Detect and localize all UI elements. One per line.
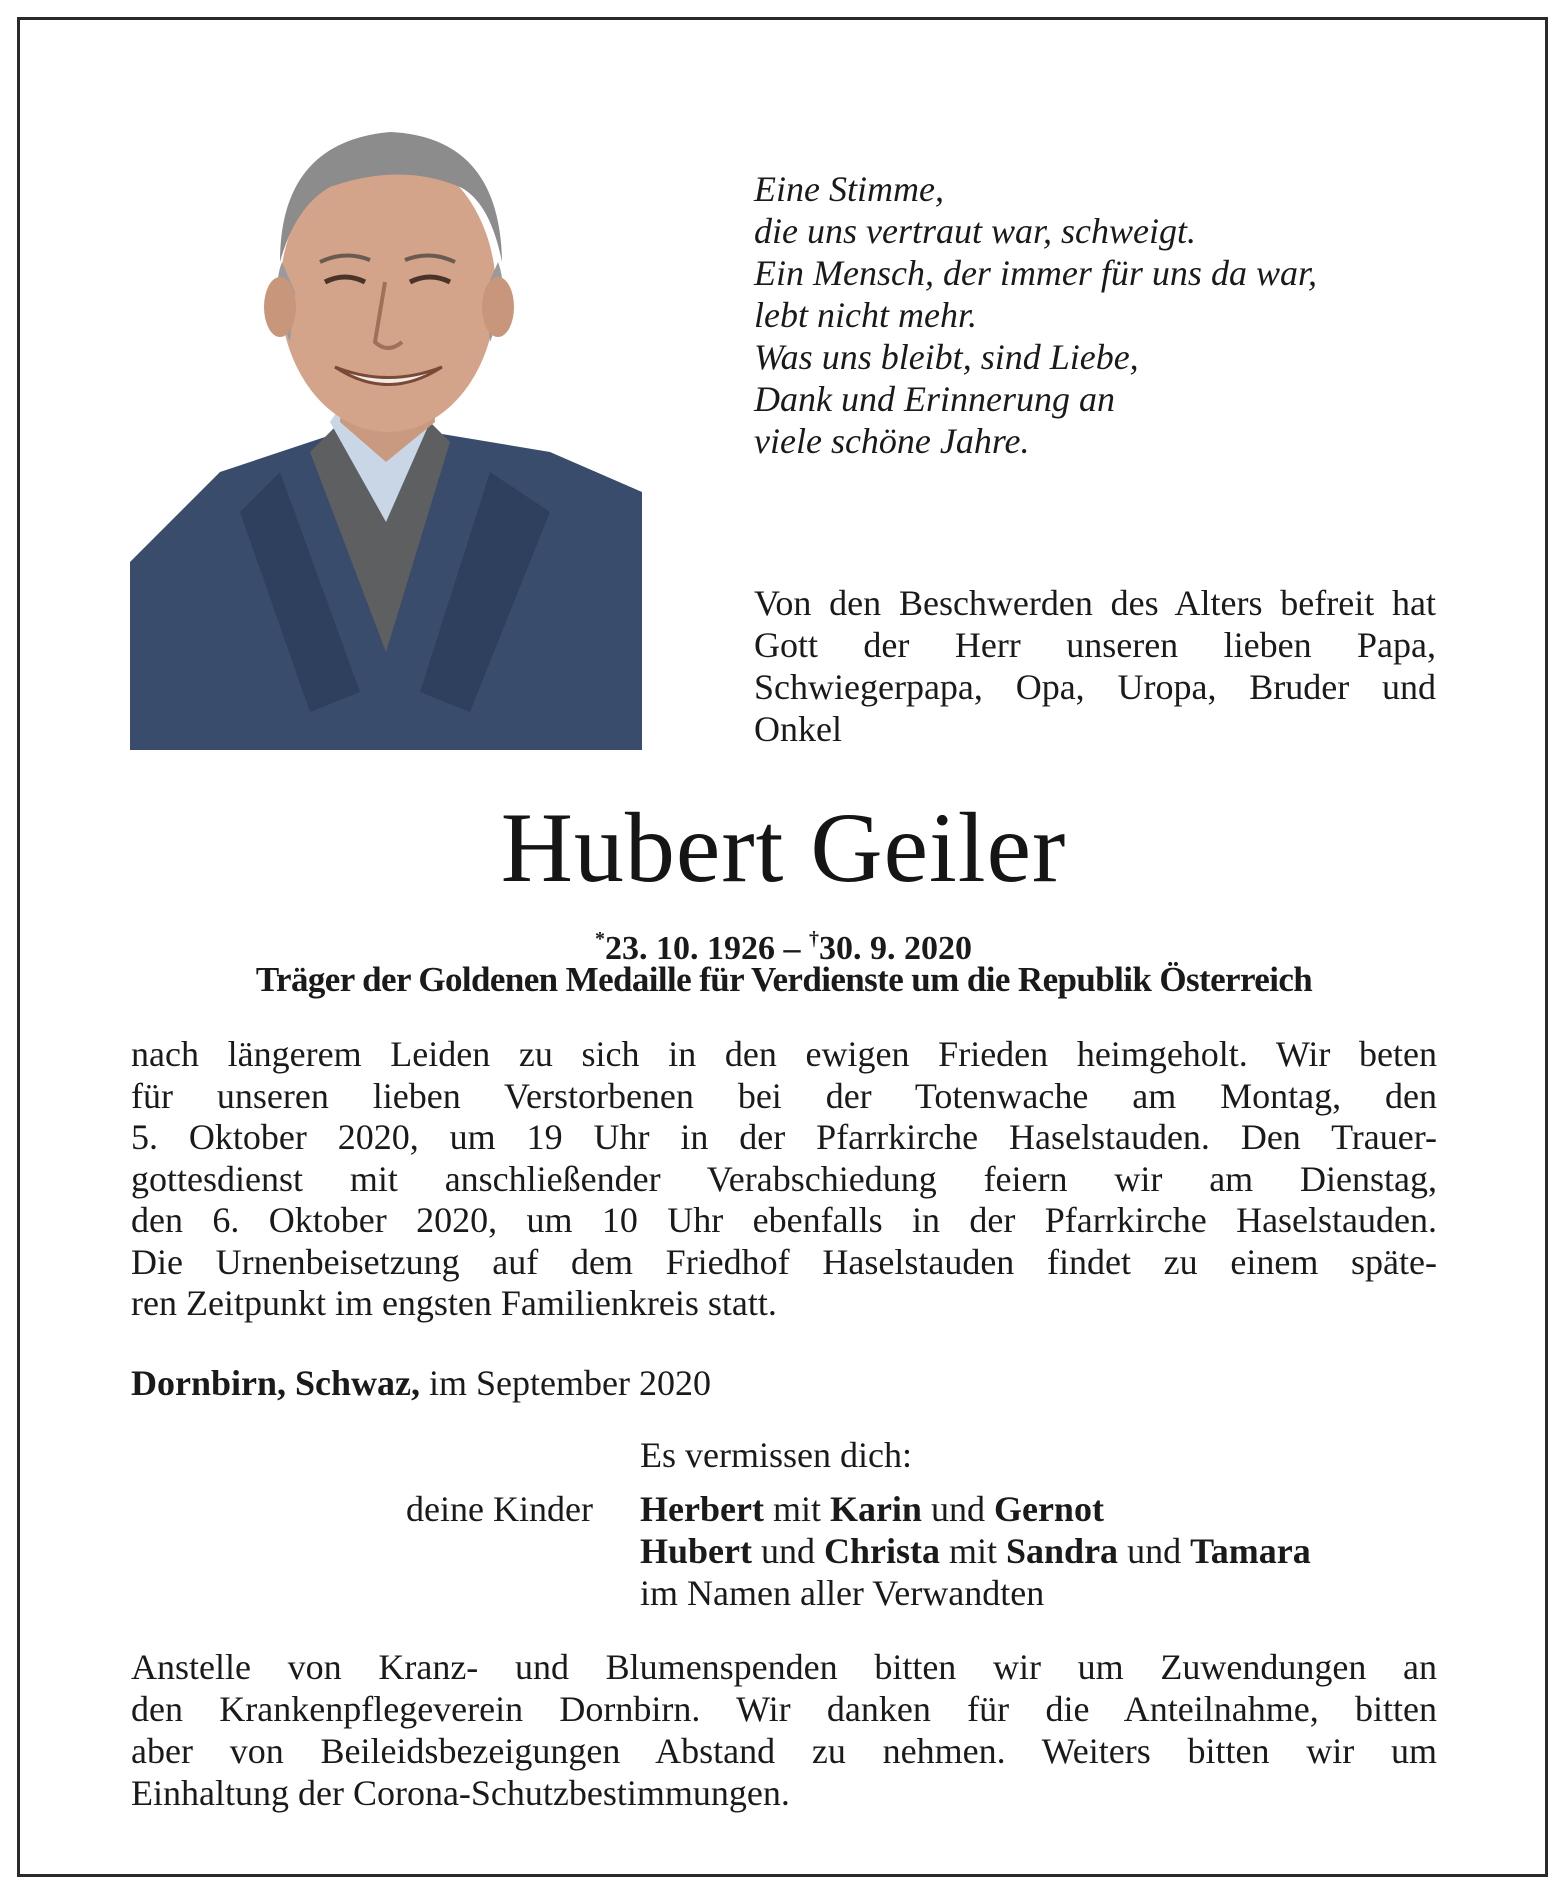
award-line: Träger der Goldenen Medaille für Verdienste um die Republik Österreich [255,960,1313,999]
intro-text: Von den Beschwerden des Alters befreit hat Gott der Herr unseren lieben Papa, Schwiegerpapa, Opa, Uropa, Bruder und Onkel [754,583,1436,749]
place-month: im September 2020 [420,1363,711,1403]
place-date [131,1362,1031,1404]
mourners-prefix: deine Kinder [406,1489,593,1529]
mourners-line-1 [640,1488,1104,1530]
body-line: Die Urnenbeisetzung auf dem Friedhof Haselstauden findet zu einem späte- [131,1241,1437,1282]
poem-line: Dank und Erinnerung an [754,379,1115,419]
poem-line: viele schöne Jahre. [754,421,1030,461]
mourners-line-2 [640,1530,1311,1572]
poem-line: lebt nicht mehr. [754,295,977,335]
mourner-name: Christa [824,1531,940,1571]
closing-text [131,1646,1437,1814]
poem-line: Ein Mensch, der immer für uns da war, [754,253,1317,293]
death-date: 30. 9. 2020 [819,930,972,967]
closing-line: Anstelle von Kranz- und Blumenspenden bitten wir um Zuwendungen an [131,1647,1437,1687]
body-line: nach längerem Leiden zu sich in den ewigen Frieden heimgeholt. Wir beten [131,1034,1437,1074]
connector: und [921,1489,994,1529]
body-line: 5. Oktober 2020, um 19 Uhr in der Pfarrkirche Haselstauden. Den Trauer- [131,1117,1437,1157]
mourners-line-3: im Namen aller Verwandten [640,1573,1045,1613]
poem-line: Eine Stimme, [754,169,944,209]
date-dash: – [775,930,809,967]
birth-symbol: * [595,928,605,950]
death-symbol: † [809,928,819,950]
connector: und [1118,1531,1191,1571]
closing-line: Einhaltung der Corona-Schutzbestimmungen. [131,1773,790,1813]
mourner-name: Hubert [640,1531,752,1571]
deceased-name: Hubert Geiler [500,792,1067,903]
mourner-name: Sandra [1006,1531,1119,1571]
place-names: Dornbirn, Schwaz, [131,1363,421,1403]
poem-line: Was uns bleibt, sind Liebe, [754,337,1139,377]
poem-line: die uns vertraut war, schweigt. [754,211,1196,251]
mourners-heading: Es vermissen dich: [640,1435,912,1475]
mourner-name: Karin [829,1489,922,1529]
birth-date: 23. 10. 1926 [605,930,775,967]
mourner-name: Tamara [1190,1531,1311,1571]
connector: mit [763,1489,830,1529]
body-line: ren Zeitpunkt im engsten Familienkreis statt. [131,1283,777,1323]
connector: und [752,1531,824,1571]
body-line: für unseren lieben Verstorbenen bei der Totenwache am Montag, den [131,1075,1437,1116]
announcement-body [131,1034,1437,1325]
portrait-photo [130,92,642,750]
mourner-name: Gernot [993,1489,1104,1529]
portrait-illustration [130,92,642,750]
body-line: gottesdienst mit anschließender Verabschiedung feiern wir am Dienstag, [131,1158,1437,1199]
closing-line: den Krankenpflegeverein Dornbirn. Wir danken für die Anteilnahme, bitten [131,1689,1437,1729]
connector: mit [940,1531,1007,1571]
body-line: den 6. Oktober 2020, um 10 Uhr ebenfalls in der Pfarrkirche Haselstauden. [131,1200,1437,1240]
mourner-name: Herbert [640,1489,764,1529]
closing-line: aber von Beileidsbezeigungen Abstand zu nehmen. Weiters bitten wir um [131,1731,1437,1771]
poem [754,168,1454,462]
